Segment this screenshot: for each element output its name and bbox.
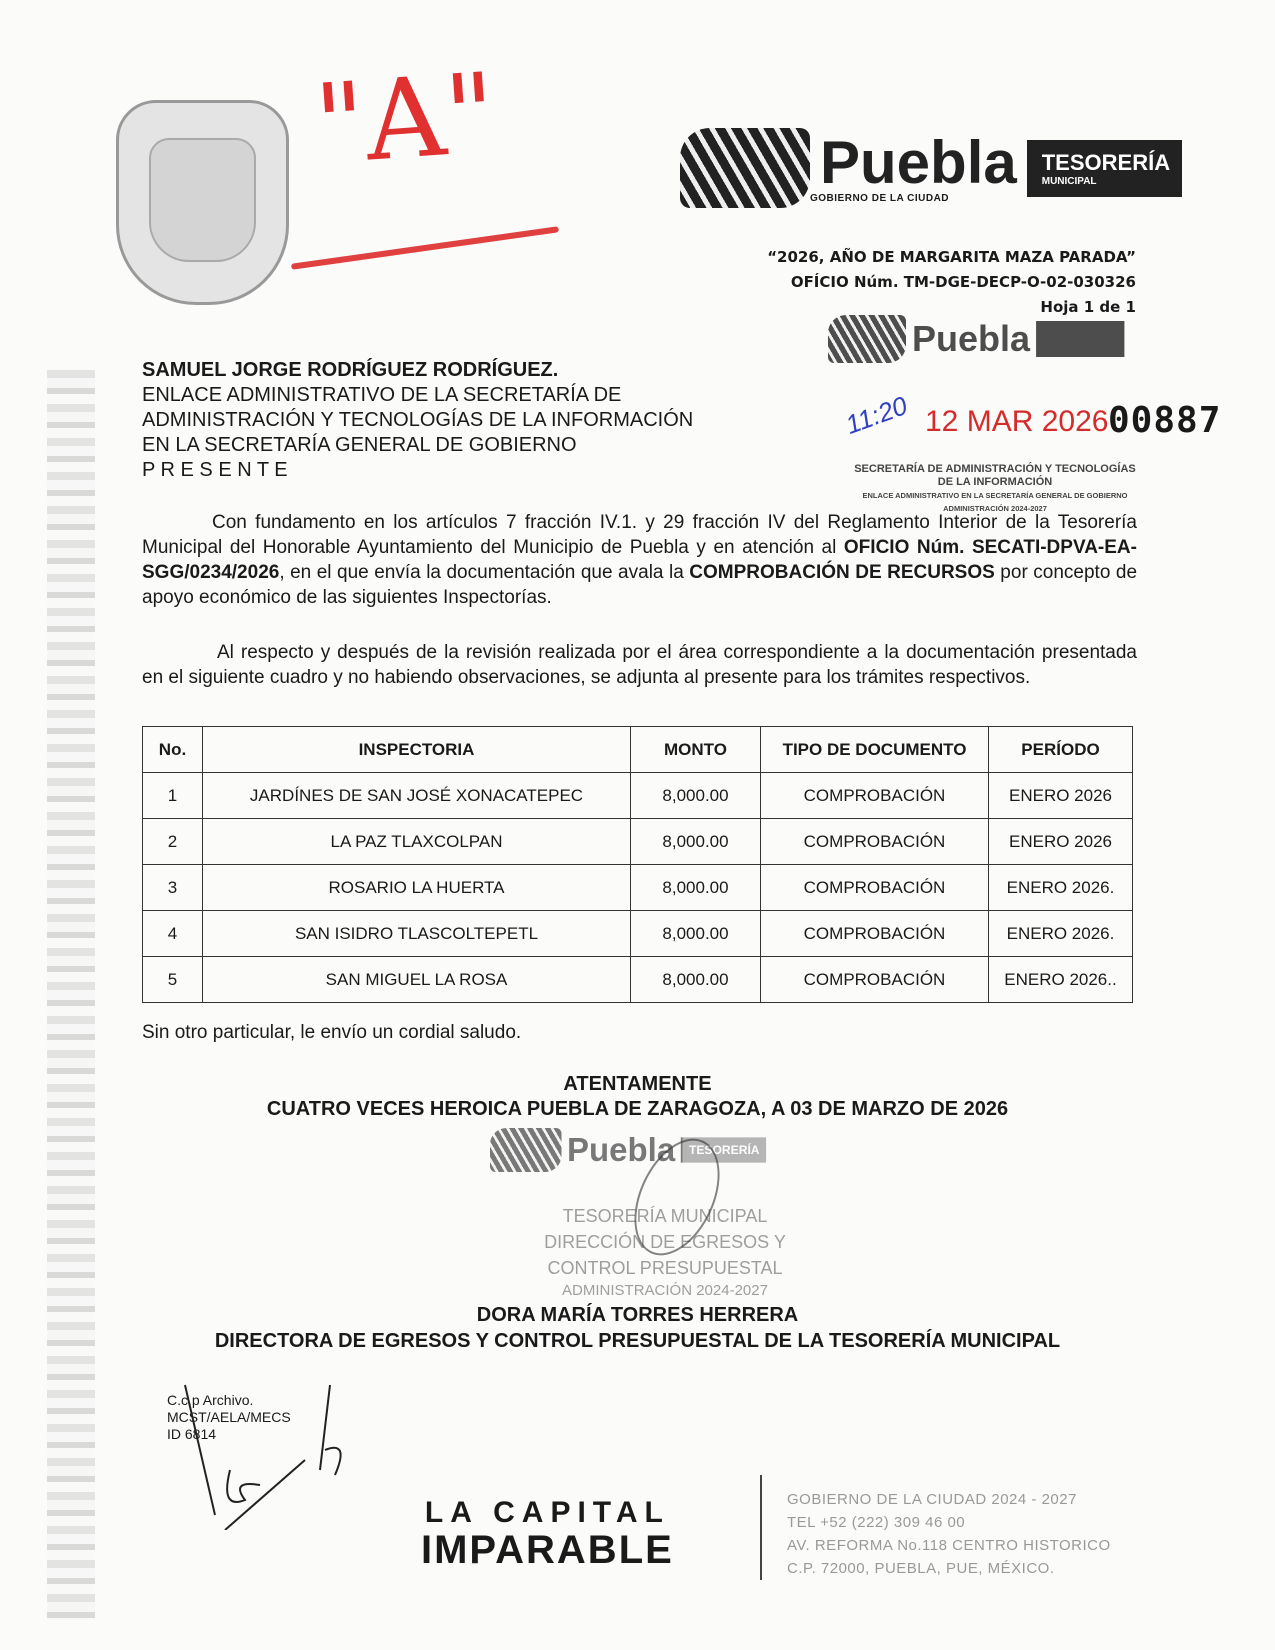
logo-subtitle: GOBIERNO DE LA CIUDAD: [810, 192, 950, 204]
footer-line: AV. REFORMA No.118 CENTRO HISTORICO: [787, 1537, 1111, 1554]
table-cell: 5: [143, 957, 203, 1003]
table-cell: COMPROBACIÓN: [761, 819, 989, 865]
table-cell: 8,000.00: [631, 957, 761, 1003]
stamp-line: SECRETARÍA DE ADMINISTRACIÓN Y TECNOLOGÍAS: [854, 463, 1136, 475]
received-stamp-logo: [828, 315, 1124, 363]
table-cell: ENERO 2026.: [989, 865, 1133, 911]
table-cell: ROSARIO LA HUERTA: [203, 865, 631, 911]
text: Con fundamento en los artículos 7 fracción IV.1. y 29 fracción IV del Reglamento Interior de la Tesorería Municipal del Honorable Ayuntamiento del Municipio de Puebla y en atención al: [142, 512, 1137, 558]
table-cell: SAN MIGUEL LA ROSA: [203, 957, 631, 1003]
table-cell: ENERO 2026: [989, 819, 1133, 865]
handwritten-mark: "A": [310, 48, 500, 190]
table-row: [143, 865, 1133, 911]
municipal-label: MUNICIPAL: [1041, 175, 1097, 187]
text: por concepto de apoyo económico de las siguientes Inspectorías.: [142, 562, 1138, 608]
puebla-emblem-icon: [680, 128, 810, 208]
table-cell: ENERO 2026..: [989, 957, 1133, 1003]
header-reference: [767, 245, 1136, 320]
table-cell: COMPROBACIÓN: [761, 957, 989, 1003]
col-header: INSPECTORIA: [203, 727, 631, 773]
table-cell: 3: [143, 865, 203, 911]
handwritten-time: 11:20: [841, 390, 912, 440]
received-stamp-text: [820, 463, 1170, 515]
stamp-line: ADMINISTRACIÓN 2024-2027: [943, 504, 1047, 513]
table-row: [143, 819, 1133, 865]
stamp-logo-word: Puebla: [912, 318, 1031, 359]
text: , en el que envía la documentación que avala la: [279, 562, 690, 583]
table-row: [143, 911, 1133, 957]
stamp-line: CONTROL PRESUPUESTAL: [547, 1258, 783, 1278]
table-cell: 8,000.00: [631, 911, 761, 957]
city-seal-logo: [116, 100, 289, 305]
received-date: 12 MAR 2026: [925, 405, 1109, 438]
footer-line: GOBIERNO DE LA CIUDAD 2024 - 2027: [787, 1491, 1077, 1508]
decorative-border: [47, 370, 95, 1620]
table-cell: 8,000.00: [631, 865, 761, 911]
addressee-line: ENLACE ADMINISTRATIVO DE LA SECRETARÍA DE: [142, 384, 622, 406]
closing-line: Sin otro particular, le envío un cordial saludo.: [142, 1022, 522, 1043]
table-cell: 1: [143, 773, 203, 819]
page-count: Hoja 1 de 1: [1040, 298, 1136, 316]
col-header: PERÍODO: [989, 727, 1133, 773]
table-cell: COMPROBACIÓN: [761, 911, 989, 957]
footer-contact: [787, 1488, 1111, 1580]
stamp-line: DE LA INFORMACIÓN: [937, 476, 1053, 488]
seal-logo-word: Puebla: [567, 1131, 676, 1169]
col-header: No.: [143, 727, 203, 773]
tesoreria-seal-logo: [490, 1128, 766, 1172]
col-header: MONTO: [631, 727, 761, 773]
slogan-line-2: IMPARABLE: [421, 1528, 674, 1572]
folio-number: 00887: [1108, 400, 1222, 441]
table-cell: ENERO 2026: [989, 773, 1133, 819]
table-cell: 2: [143, 819, 203, 865]
table-cell: 4: [143, 911, 203, 957]
stamp-line: ENLACE ADMINISTRATIVO EN LA SECRETARÍA GENERAL DE GOBIERNO: [862, 491, 1128, 500]
inspectorias-table: [142, 726, 1133, 1003]
seal-tesoreria: TESORERÍA: [688, 1142, 760, 1157]
slogan-logo: [421, 1496, 674, 1570]
puebla-tesoreria-logo: [680, 128, 1182, 208]
table-cell: 8,000.00: [631, 773, 761, 819]
table-cell: 8,000.00: [631, 819, 761, 865]
addressee-line: ADMINISTRACIÓN Y TECNOLOGÍAS DE LA INFORMACIÓN: [142, 409, 694, 431]
emphasis: COMPROBACIÓN DE RECURSOS: [689, 562, 995, 583]
table-row: [143, 773, 1133, 819]
signer-name: DORA MARÍA TORRES HERRERA: [476, 1304, 799, 1326]
footer-line: TEL +52 (222) 309 46 00: [787, 1514, 966, 1531]
body-paragraph-2: Al respecto y después de la revisión realizada por el área correspondiente a la documentación presentada en el siguiente cuadro y no habiendo observaciones, se adjunta al presente para los trámites respectivos.: [142, 642, 1137, 688]
signer-title: DIRECTORA DE EGRESOS Y CONTROL PRESUPUESTAL DE LA TESORERÍA MUNICIPAL: [214, 1330, 1061, 1352]
footer-divider: [760, 1475, 762, 1580]
logo-word: Puebla: [820, 128, 1017, 196]
addressee-name: SAMUEL JORGE RODRÍGUEZ RODRÍGUEZ.: [142, 359, 559, 381]
table-cell: ENERO 2026.: [989, 911, 1133, 957]
tesoreria-label: TESORERÍA: [1041, 149, 1171, 175]
stamp-line: TESORERÍA MUNICIPAL: [562, 1206, 768, 1226]
footer-line: C.P. 72000, PUEBLA, PUE, MÉXICO.: [787, 1560, 1055, 1577]
tesoreria-box: [1027, 140, 1182, 197]
table-cell: JARDÍNES DE SAN JOSÉ XONACATEPEC: [203, 773, 631, 819]
red-pen-stroke: [291, 226, 559, 270]
addressee-line: P R E S E N T E: [142, 459, 288, 481]
table-cell: COMPROBACIÓN: [761, 773, 989, 819]
oficio-number: OFÍCIO Núm. TM-DGE-DECP-O-02-030326: [790, 273, 1136, 291]
body-paragraph-1: [142, 510, 1137, 610]
col-header: TIPO DE DOCUMENTO: [761, 727, 989, 773]
table-cell: SAN ISIDRO TLASCOLTEPETL: [203, 911, 631, 957]
table-row: [143, 957, 1133, 1003]
addressee-block: [142, 358, 693, 483]
place-date: CUATRO VECES HEROICA PUEBLA DE ZARAGOZA, A 03 DE MARZO DE 2026: [266, 1098, 1009, 1120]
cc-line: C.c.p Archivo.: [167, 1392, 254, 1408]
cc-line: MCST/AELA/MECS: [167, 1409, 291, 1425]
stamp-line: DIRECCIÓN DE EGRESOS Y: [544, 1232, 786, 1252]
initials-signature: [170, 1380, 350, 1530]
table-header-row: [143, 727, 1133, 773]
table-cell: COMPROBACIÓN: [761, 865, 989, 911]
addressee-line: EN LA SECRETARÍA GENERAL DE GOBIERNO: [142, 434, 577, 456]
atentamente: ATENTAMENTE: [563, 1073, 712, 1095]
motto: “2026, AÑO DE MARGARITA MAZA PARADA”: [767, 248, 1136, 266]
oficio-reference: OFICIO Núm. SECATI-DPVA-EA-SGG/0234/2026: [142, 537, 1137, 583]
slogan-line-1: LA CAPITAL: [424, 1496, 670, 1529]
table-cell: LA PAZ TLAXCOLPAN: [203, 819, 631, 865]
cc-line: ID 6814: [167, 1426, 217, 1442]
stamp-line: ADMINISTRACIÓN 2024-2027: [562, 1282, 768, 1299]
